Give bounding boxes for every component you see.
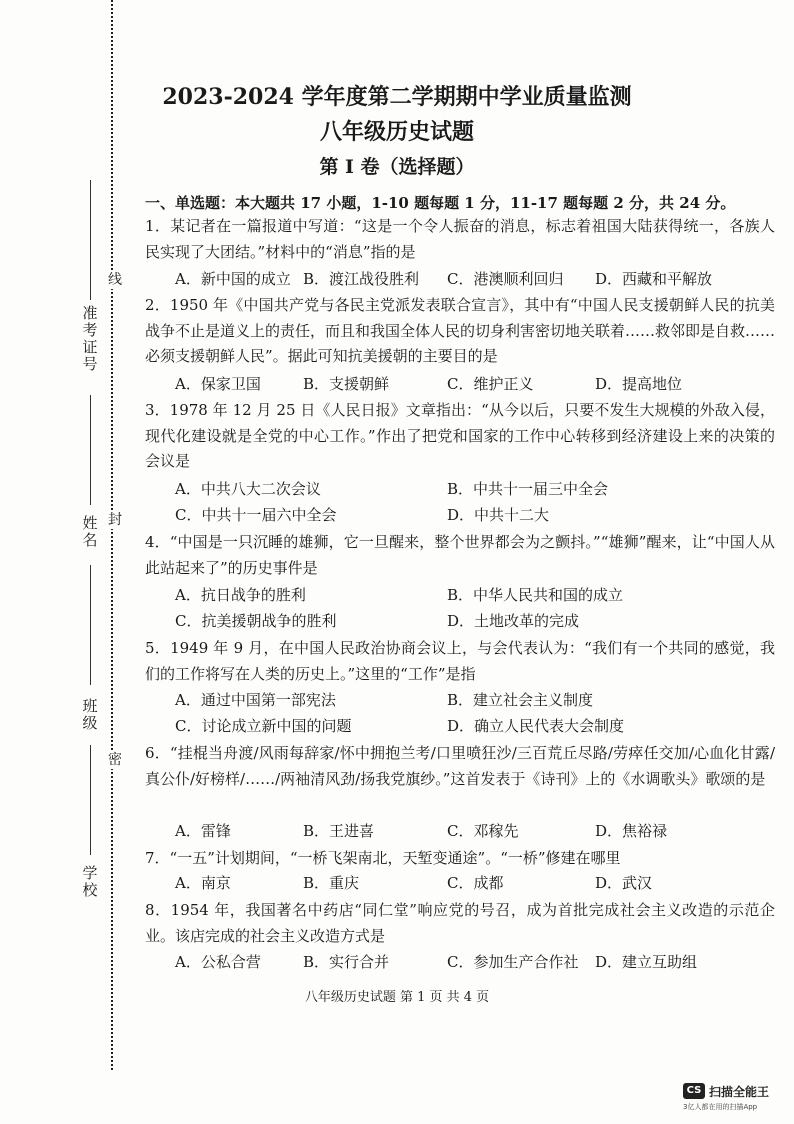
class-underline bbox=[90, 565, 91, 685]
option-b: B．中共十一届三中全会 bbox=[447, 480, 609, 498]
question-2-options bbox=[175, 373, 775, 397]
option-a: A．雷锋 bbox=[175, 822, 231, 840]
seal-seal-char: 封 bbox=[103, 512, 127, 529]
option-d: D．提高地位 bbox=[595, 375, 683, 393]
question-5-options-row1 bbox=[175, 689, 775, 713]
question-4-options-row1 bbox=[175, 584, 775, 608]
option-d: D．中共十二大 bbox=[447, 506, 550, 524]
question-6-stem: 6．“挂棍当舟渡/风雨每辞家/怀中拥抱兰考/口里喷狂沙/三百荒丘尽路/劳瘁任交加/心血化甘露/真公仆/好榜样/……/两袖清风劲/扬我党旗纱。”这首发表于《诗刊》上的《水调歌头》歌颂的是 bbox=[145, 744, 775, 788]
option-c: C．邓稼先 bbox=[447, 822, 519, 840]
exam-no-label: 准考证号 bbox=[82, 304, 98, 373]
option-b: B．渡江战役胜利 bbox=[303, 270, 420, 288]
option-b: B．重庆 bbox=[303, 874, 360, 892]
option-c: C．中共十一届六中全会 bbox=[175, 506, 337, 524]
option-a: A．通过中国第一部宪法 bbox=[175, 691, 336, 709]
question-4-options-row2 bbox=[175, 610, 775, 634]
option-c: C．参加生产合作社 bbox=[447, 953, 579, 971]
part-title: 第 I 卷（选择题） bbox=[319, 156, 475, 178]
school-underline bbox=[90, 745, 91, 855]
question-1-stem: 1．某记者在一篇报道中写道：“这是一个令人振奋的消息，标志着祖国大陆获得统一，各族人民实现了大团结。”材料中的“消息”指的是 bbox=[145, 217, 775, 261]
name-underline bbox=[90, 395, 91, 505]
question-3-options-row1 bbox=[175, 478, 775, 502]
exam-title: 2023-2024 学年度第二学期期中学业质量监测 bbox=[162, 84, 632, 110]
exam-no-underline bbox=[90, 180, 91, 300]
question-5-options-row2 bbox=[175, 715, 775, 739]
question-2-stem: 2．1950 年《中国共产党与各民主党派发表联合宣言》，其中有“中国人民支援朝鲜人民的抗美战争不止是道义上的责任，而且和我国全体人民的切身利害密切地关联着……救邻即是自救……必须支援朝鲜人民”。据此可知抗美援朝的主要目的是 bbox=[145, 296, 776, 365]
option-c: C．成都 bbox=[447, 874, 504, 892]
option-a: A．保家卫国 bbox=[175, 375, 261, 393]
option-a: A．新中国的成立 bbox=[175, 270, 291, 288]
name-label: 姓名 bbox=[82, 514, 98, 549]
page-footer: 八年级历史试题 第 1 页 共 4 页 bbox=[304, 990, 490, 1005]
option-d: D．西藏和平解放 bbox=[595, 270, 713, 288]
option-a: A．中共八大二次会议 bbox=[175, 480, 321, 498]
option-b: B．王进喜 bbox=[303, 822, 375, 840]
option-b: B．中华人民共和国的成立 bbox=[447, 586, 624, 604]
option-d: D．建立互助组 bbox=[595, 953, 698, 971]
seal-secret-char: 密 bbox=[103, 752, 127, 769]
watermark-name: 扫描全能王 bbox=[709, 1085, 770, 1099]
question-8-options bbox=[175, 951, 775, 975]
question-8-stem: 8．1954 年，我国著名中药店“同仁堂”响应党的号召，成为首批完成社会主义改造的示范企业。该店完成的社会主义改造方式是 bbox=[145, 901, 775, 945]
question-7-stem: 7．“一五”计划期间，“一桥飞架南北，天堑变通途”。“一桥”修建在哪里 bbox=[145, 849, 621, 867]
question-1-options bbox=[175, 268, 775, 292]
option-b: B．建立社会主义制度 bbox=[447, 691, 594, 709]
watermark-tagline: 3亿人都在用的扫描App bbox=[683, 1103, 758, 1111]
question-7-options bbox=[175, 872, 775, 896]
section-heading: 一、单选题：本大题共 17 小题，1-10 题每题 1 分，11-17 题每题 2 分，共 24 分。 bbox=[145, 194, 736, 212]
question-3-options-row2 bbox=[175, 504, 775, 528]
school-label: 学校 bbox=[82, 864, 98, 899]
option-a: A．南京 bbox=[175, 874, 231, 892]
option-a: A．抗日战争的胜利 bbox=[175, 586, 306, 604]
option-a: A．公私合营 bbox=[175, 953, 261, 971]
question-5-stem: 5．1949 年 9 月，在中国人民政治协商会议上，与会代表认为：“我们有一个共同的感觉，我们的工作将写在人类的历史上。”这里的“工作”是指 bbox=[145, 639, 775, 683]
option-c: C．抗美援朝战争的胜利 bbox=[175, 612, 337, 630]
option-c: C．港澳顺利回归 bbox=[447, 270, 564, 288]
question-6-options bbox=[175, 820, 775, 844]
question-3-stem: 3．1978 年 12 月 25 日《人民日报》文章指出：“从今以后，只要不发生大规模的外敌入侵，现代化建设就是全党的中心工作。”作出了把党和国家的工作中心转移到经济建设上来的决策的会议是 bbox=[145, 401, 775, 470]
question-4-stem: 4．“中国是一只沉睡的雄狮，它一旦醒来，整个世界都会为之颤抖。”“雄狮”醒来，让“中国人从此站起来了”的历史事件是 bbox=[145, 533, 775, 577]
option-c: C．维护正义 bbox=[447, 375, 534, 393]
option-d: D．焦裕禄 bbox=[595, 822, 668, 840]
camscanner-logo-icon: CS bbox=[683, 1083, 705, 1099]
option-d: D．土地改革的完成 bbox=[447, 612, 580, 630]
option-d: D．武汉 bbox=[595, 874, 653, 892]
option-d: D．确立人民代表大会制度 bbox=[447, 717, 625, 735]
exam-subtitle: 八年级历史试题 bbox=[319, 119, 474, 145]
option-b: B．实行合并 bbox=[303, 953, 390, 971]
option-c: C．讨论成立新中国的问题 bbox=[175, 717, 352, 735]
seal-line-char: 线 bbox=[103, 272, 127, 289]
class-label: 班级 bbox=[82, 697, 98, 732]
option-b: B．支援朝鲜 bbox=[303, 375, 390, 393]
